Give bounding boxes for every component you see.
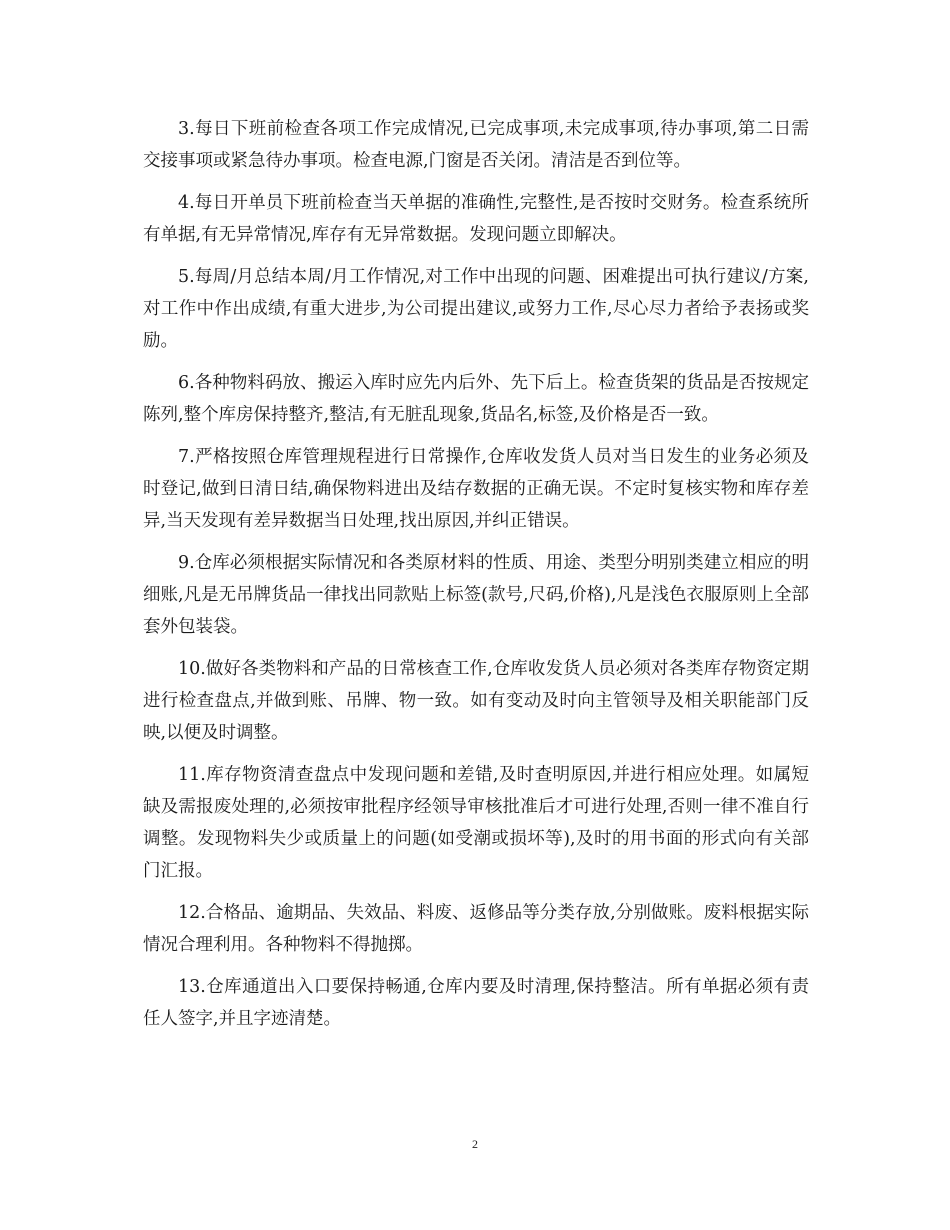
paragraph-item-13: 13.仓库通道出入口要保持畅通,仓库内要及时清理,保持整洁。所有单据必须有责任人签字,并且字迹清楚。: [143, 977, 809, 1029]
document-body: [143, 113, 809, 1045]
paragraph-item-11: 11.库存物资清查盘点中发现问题和差错,及时查明原因,并进行相应处理。如属短缺及需报废处理的,必须按审批程序经领导审核批准后才可进行处理,否则一律不准自行调整。发现物料失少或质量上的问题(如受潮或损坏等),及时的用书面的形式向有关部门汇报。: [143, 765, 809, 881]
paragraph-item-4: 4.每日开单员下班前检查当天单据的准确性,完整性,是否按时交财务。检查系统所有单据,有无异常情况,库存有无异常数据。发现问题立即解决。: [143, 193, 809, 245]
paragraph-item-6: 6.各种物料码放、搬运入库时应先内后外、先下后上。检查货架的货品是否按规定陈列,整个库房保持整齐,整洁,有无脏乱现象,货品名,标签,及价格是否一致。: [143, 373, 809, 425]
paragraph-item-9: 9.仓库必须根据实际情况和各类原材料的性质、用途、类型分明别类建立相应的明细账,凡是无吊牌货品一律找出同款贴上标签(款号,尺码,价格),凡是浅色衣服原则上全部套外包装袋。: [143, 553, 809, 637]
page-number: 2: [472, 1137, 478, 1151]
paragraph-item-3: 3.每日下班前检查各项工作完成情况,已完成事项,未完成事项,待办事项,第二日需交接事项或紧急待办事项。检查电源,门窗是否关闭。清洁是否到位等。: [143, 119, 809, 171]
paragraph-item-7: 7.严格按照仓库管理规程进行日常操作,仓库收发货人员对当日发生的业务必须及时登记,做到日清日结,确保物料进出及结存数据的正确无误。不定时复核实物和库存差异,当天发现有差异数据当日处理,找出原因,并纠正错误。: [143, 447, 809, 531]
paragraph-item-12: 12.合格品、逾期品、失效品、料废、返修品等分类存放,分别做账。废料根据实际情况合理利用。各种物料不得抛掷。: [143, 903, 809, 955]
paragraph-item-10: 10.做好各类物料和产品的日常核查工作,仓库收发货人员必须对各类库存物资定期进行检查盘点,并做到账、吊牌、物一致。如有变动及时向主管领导及相关职能部门反映,以便及时调整。: [143, 659, 809, 743]
paragraph-item-5: 5.每周/月总结本周/月工作情况,对工作中出现的问题、困难提出可执行建议/方案,对工作中作出成绩,有重大进步,为公司提出建议,或努力工作,尽心尽力者给予表扬或奖励。: [143, 267, 809, 351]
